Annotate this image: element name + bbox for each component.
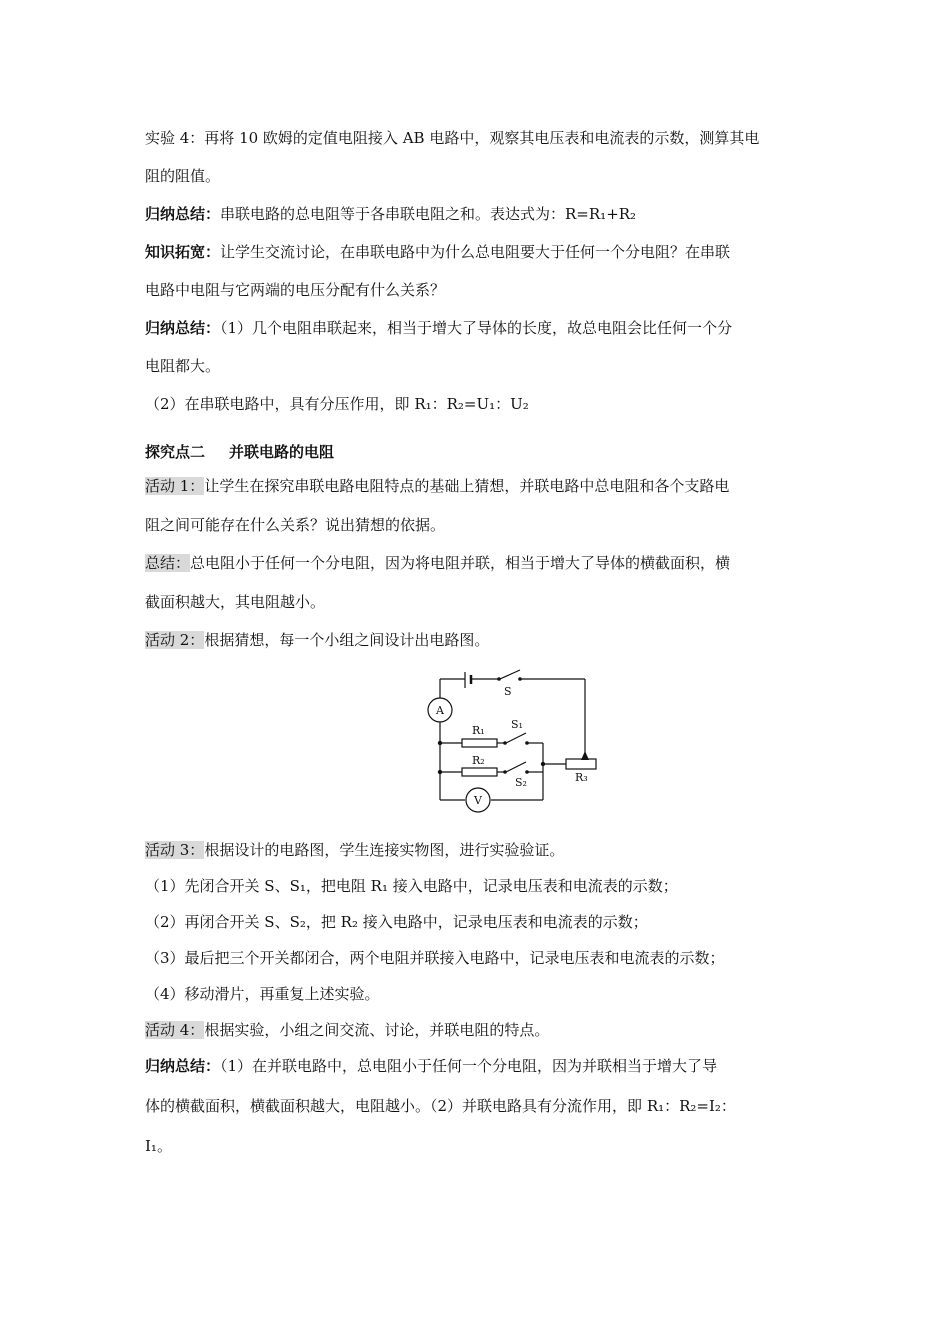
summary-label: 归纳总结：	[145, 205, 221, 223]
switch-s2-label: S₂	[515, 776, 527, 789]
activity-1-line1: 让学生在探究串联电路电阻特点的基础上猜想，并联电路中总电阻和各个支路电	[204, 477, 730, 495]
activity-2-label: 活动 2：	[145, 631, 205, 649]
resistor-r1-label: R₁	[472, 724, 485, 737]
extension-line1: 让学生交流讨论，在串联电路中为什么总电阻要大于任何一个分电阻？在串联	[220, 243, 731, 261]
summary-label: 归纳总结：	[145, 319, 221, 337]
switch-s-label: S	[504, 685, 512, 698]
voltmeter-label: V	[474, 794, 482, 807]
exp4-line2: 阻的阻值。	[145, 167, 221, 185]
conclusion-line1: 总电阻小于任何一个分电阻，因为将电阻并联，相当于增大了导体的横截面积，横	[190, 554, 731, 572]
section-title: 探究点二	[145, 443, 206, 461]
activity-1-line2: 阻之间可能存在什么关系？说出猜想的依据。	[145, 516, 446, 534]
activity-3-step-4: （4）移动滑片，再重复上述实验。	[145, 985, 380, 1003]
summary-series-detail	[145, 318, 732, 338]
activity-2	[145, 630, 489, 650]
summary-line3: （2）在串联电路中，具有分压作用，即 R₁：R₂=U₁：U₂	[145, 395, 529, 413]
extension-label: 知识拓宽：	[145, 243, 221, 261]
activity-3-step-2: （2）再闭合开关 S、S₂，把 R₂ 接入电路中，记录电压表和电流表的示数；	[145, 913, 648, 931]
activity-3	[145, 840, 564, 860]
resistor-r1	[462, 739, 497, 747]
summary-line2: 电阻都大。	[145, 357, 221, 375]
knowledge-extension	[145, 242, 730, 262]
summary-series-total	[145, 204, 636, 224]
activity-4	[145, 1020, 549, 1040]
summary-parallel	[145, 1056, 717, 1076]
activity-2-text: 根据猜想，每一个小组之间设计出电路图。	[204, 631, 490, 649]
rheostat-slider-arrow	[581, 751, 589, 760]
switch-s1-label: S₁	[511, 718, 523, 731]
activity-4-label: 活动 4：	[145, 1021, 205, 1039]
extension-line2: 电路中电阻与它两端的电压分配有什么关系？	[145, 281, 446, 299]
conclusion-label: 总结：	[145, 554, 191, 572]
ammeter-label: A	[436, 704, 444, 717]
summary-label: 归纳总结：	[145, 1057, 221, 1075]
activity-3-text: 根据设计的电路图，学生连接实物图，进行实验验证。	[204, 841, 565, 859]
activity-4-text: 根据实验，小组之间交流、讨论，并联电阻的特点。	[204, 1021, 550, 1039]
activity-3-step-3: （3）最后把三个开关都闭合，两个电阻并联接入电路中，记录电压表和电流表的示数；	[145, 949, 725, 967]
resistor-r2	[462, 768, 497, 776]
exp4-line1: 实验 4：再将 10 欧姆的定值电阻接入 AB 电路中，观察其电压表和电流表的示数，测算其电	[145, 129, 760, 147]
conclusion	[145, 553, 730, 573]
section-subtitle: 并联电路的电阻	[229, 443, 335, 461]
activity-3-step-1: （1）先闭合开关 S、S₁，把电阻 R₁ 接入电路中，记录电压表和电流表的示数；	[145, 877, 678, 895]
summary-parallel-line2: 体的横截面积，横截面积越大，电阻越小。（2）并联电路具有分流作用，即 R₁：R₂=I₂：	[145, 1097, 736, 1115]
summary-parallel-line3: I₁。	[145, 1137, 172, 1155]
resistor-r2-label: R₂	[472, 754, 485, 767]
activity-1-label: 活动 1：	[145, 477, 205, 495]
summary-parallel-line1: （1）在并联电路中，总电阻小于任何一个分电阻，因为并联相当于增大了导	[220, 1057, 718, 1075]
section-heading	[145, 442, 334, 462]
activity-1	[145, 476, 729, 496]
summary-text: 串联电路的总电阻等于各串联电阻之和。表达式为：R=R₁+R₂	[220, 205, 637, 223]
conclusion-line2: 截面积越大，其电阻越小。	[145, 593, 326, 611]
switch-s-blade	[500, 670, 520, 679]
switch-s2-blade	[506, 762, 526, 772]
rheostat-r3	[566, 759, 596, 769]
activity-3-label: 活动 3：	[145, 841, 205, 859]
circuit-diagram	[420, 660, 620, 815]
summary-line1: （1）几个电阻串联起来，相当于增大了导体的长度，故总电阻会比任何一个分	[220, 319, 733, 337]
rheostat-r3-label: R₃	[575, 771, 588, 784]
switch-s1-blade	[506, 733, 526, 743]
